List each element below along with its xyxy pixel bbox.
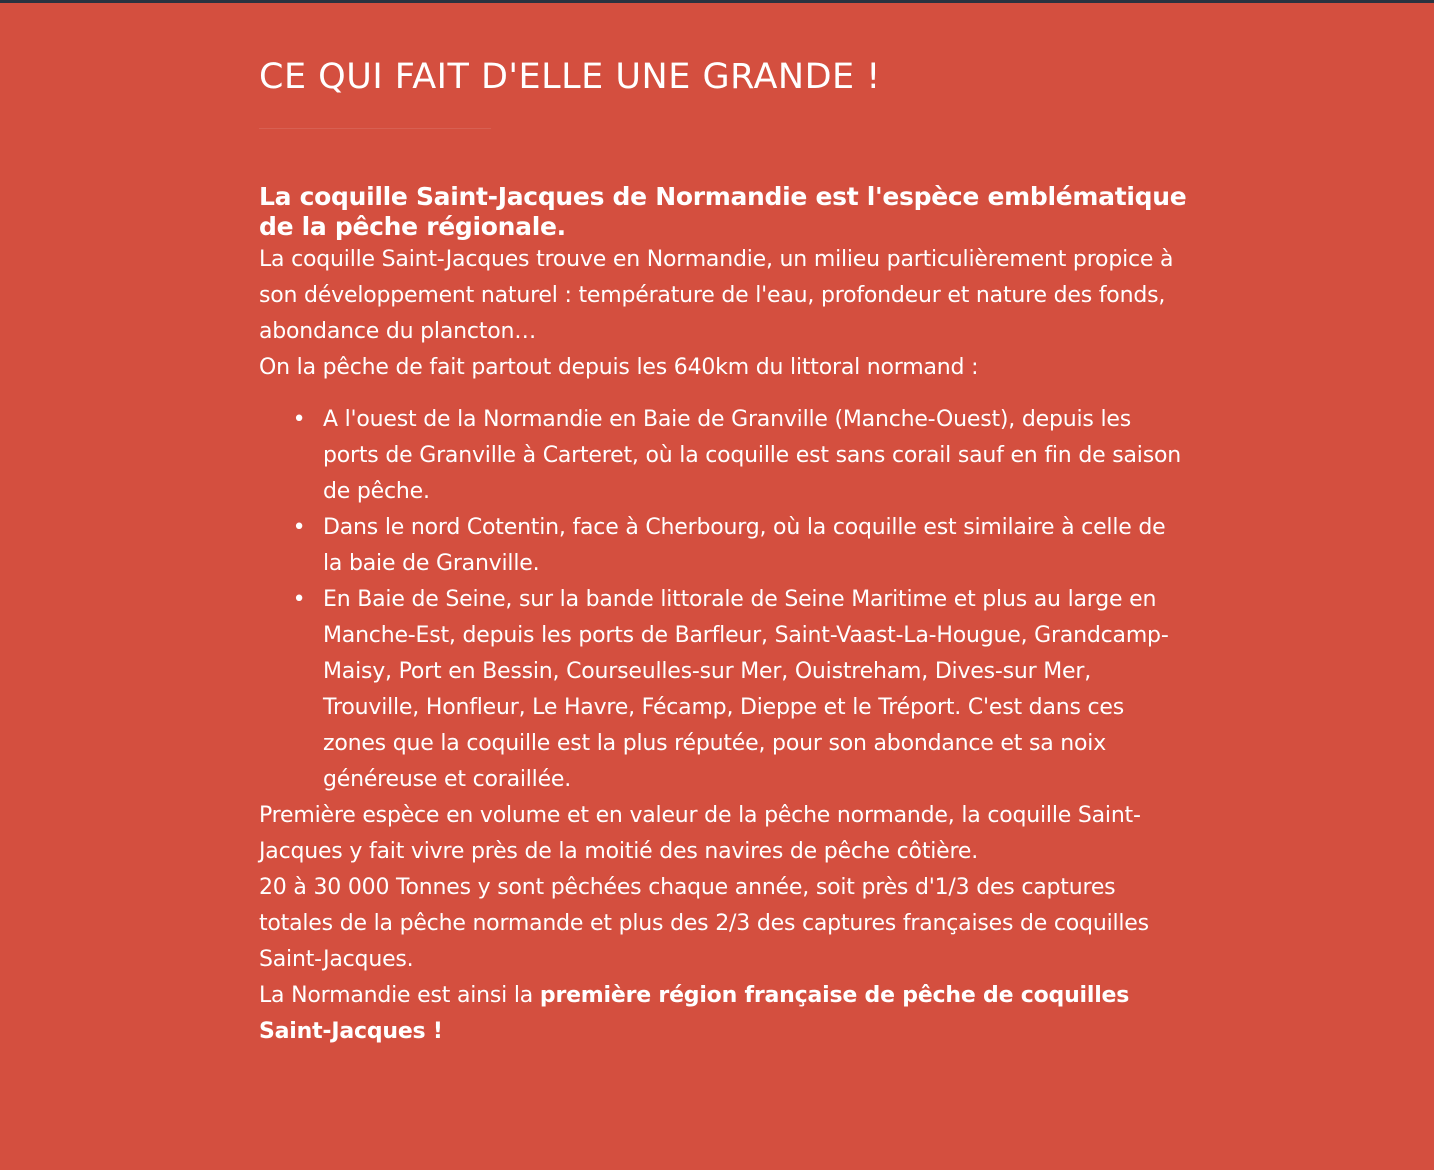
bullet-icon: • xyxy=(292,407,306,432)
paragraph-habitat: La coquille Saint-Jacques trouve en Normandie, un milieu particulièrement propice à son développement naturel : température de l'eau, profondeur et nature des fonds, abondance du plancton… xyxy=(259,247,1174,344)
list-item-text: En Baie de Seine, sur la bande littorale de Seine Maritime et plus au large en Manche-Est, depuis les ports de Barfleur, Saint-Vaast-La-Hougue, Grandcamp-Maisy, Port en Bessin, Courseulles-sur Mer, Ouistreham, Dives-sur Mer, Trouville, Honfleur, Le Havre, Fécamp, Dieppe et le Tréport. C'est dans ces zones que la coquille est la plus réputée, pour son abondance et sa noix généreuse et coraillée. xyxy=(323,587,1169,792)
paragraph-coastline: On la pêche de fait partout depuis les 640km du littoral normand : xyxy=(259,355,979,380)
bullet-icon: • xyxy=(292,587,306,612)
paragraph-conclusion xyxy=(259,978,1189,1050)
bullet-icon: • xyxy=(292,515,306,540)
paragraph-tonnage: 20 à 30 000 Tonnes y sont pêchées chaque année, soit près d'1/3 des captures totales de la pêche normande et plus des 2/3 des captures françaises de coquilles Saint-Jacques. xyxy=(259,875,1149,972)
fishing-zones-list xyxy=(259,402,1189,798)
list-item xyxy=(292,510,1189,582)
conclusion-prefix: La Normandie est ainsi la xyxy=(259,983,540,1008)
intro-heading: La coquille Saint-Jacques de Normandie est l'espèce emblématique de la pêche régionale. xyxy=(259,182,1187,241)
conclusion-highlight: première région française de pêche de coquilles Saint-Jacques ! xyxy=(259,983,1130,1044)
divider xyxy=(259,128,491,129)
content-section xyxy=(259,0,1189,1050)
list-item-text: A l'ouest de la Normandie en Baie de Granville (Manche-Ouest), depuis les ports de Granville à Carteret, où la coquille est sans corail sauf en fin de saison de pêche. xyxy=(323,407,1181,504)
list-item xyxy=(292,582,1189,798)
paragraph-volume: Première espèce en volume et en valeur de la pêche normande, la coquille Saint-Jacques y fait vivre près de la moitié des navires de pêche côtière. xyxy=(259,803,1141,864)
section-title: CE QUI FAIT D'ELLE UNE GRANDE ! xyxy=(259,57,881,97)
list-item-text: Dans le nord Cotentin, face à Cherbourg, où la coquille est similaire à celle de la baie de Granville. xyxy=(323,515,1166,576)
list-item xyxy=(292,402,1189,510)
